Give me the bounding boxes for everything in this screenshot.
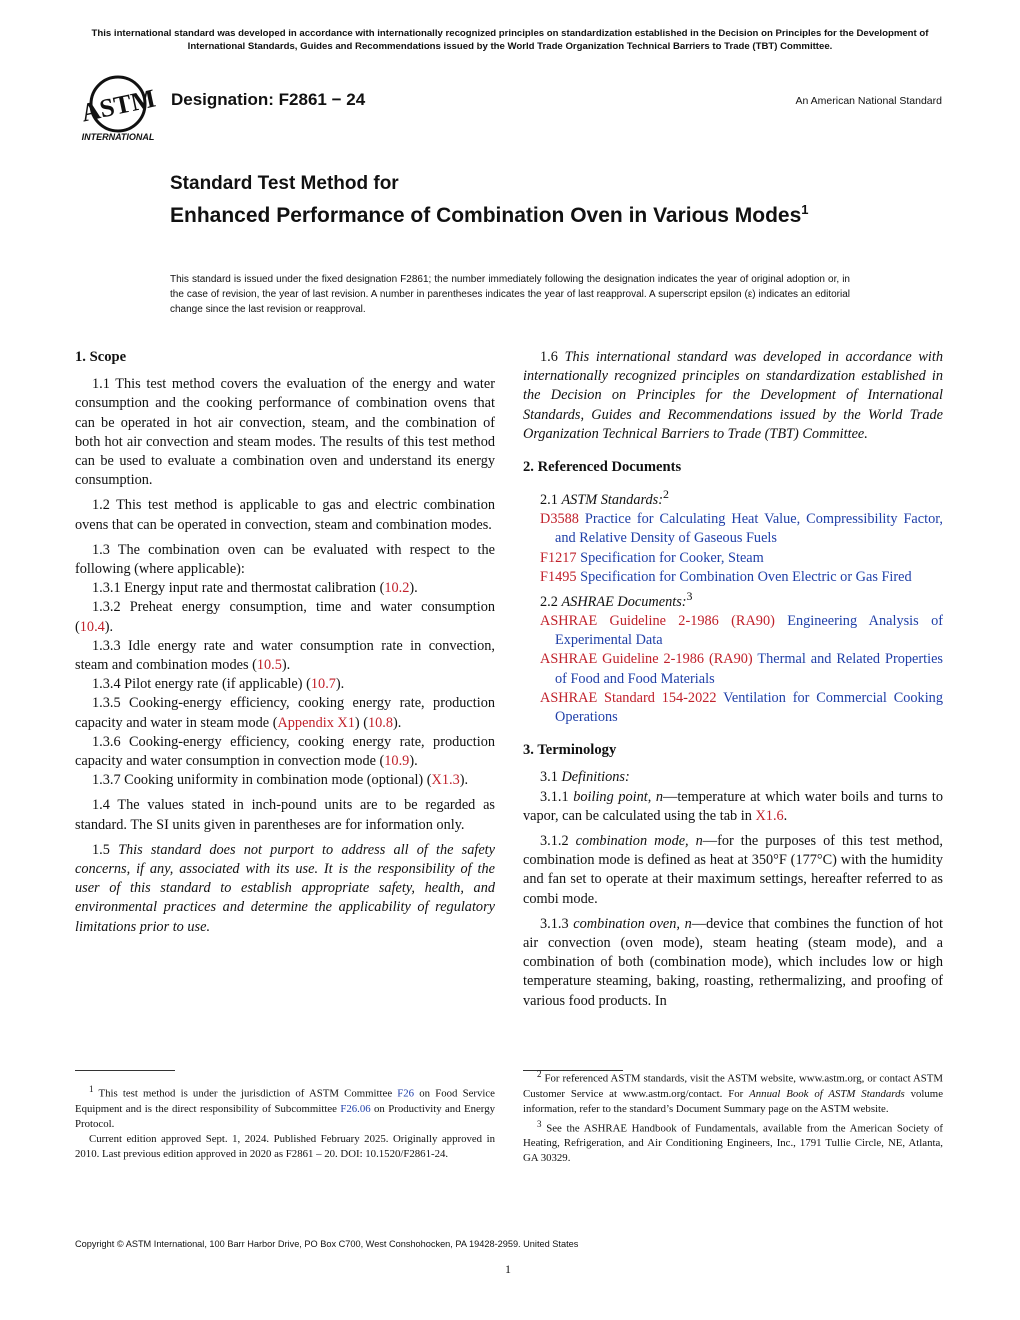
para-1-5: 1.5 This standard does not purport to address all of the safety concerns, if any, associated with its use. It is the responsibility of the user of this standard to establish appropriate safety, health, and environmental practices and determine the applicability of regulatory limitations prior to use. xyxy=(75,841,495,935)
para-1-1: 1.1 This test method covers the evaluation of the energy and water consumption and the cooking performance of combination ovens that can be operated in hot air convection, steam, and the combination of both hot air convection and steam modes. The results of this test method can be used to evaluate a combination oven and understand its energy consumption. xyxy=(75,376,495,489)
ref-ashrae-3[interactable]: ASHRAE Standard 154-2022 Ventilation for Commercial Cooking Operations xyxy=(540,689,943,725)
para-1-2: 1.2 This test method is applicable to gas and electric combination ovens that can be operated in convection, steam and combination modes. xyxy=(75,497,495,533)
ref-d3588[interactable]: D3588 Practice for Calculating Heat Value, Compressibility Factor, and Relative Density of Gaseous Fuels xyxy=(540,511,943,547)
title-footnote-mark: 1 xyxy=(801,202,809,217)
ref-ashrae-1[interactable]: ASHRAE Guideline 2-1986 (RA90) Engineering Analysis of Experimental Data xyxy=(540,612,943,649)
link-appendix-x1[interactable]: Appendix X1 xyxy=(277,714,355,731)
item-1-3-3: 1.3.3 Idle energy rate and water consumption rate in convection, steam and combination modes (10.5). xyxy=(75,637,495,674)
ref-f1217[interactable]: F1217 Specification for Cooker, Steam xyxy=(540,549,764,566)
section-terminology-heading: 3. Terminology xyxy=(523,742,617,759)
footnote-3: $^3$ See the ASHRAE Handbook of Fundamentals, available from the American Society of Heating, Refrigeration, and Air Conditioning Engineers, Inc., 1791 Tullie Circle, NE, Atlanta, GA 30329. xyxy=(523,1118,943,1165)
national-standard-label: An American National Standard xyxy=(795,95,942,107)
link-x1-3[interactable]: X1.3 xyxy=(431,772,460,789)
section-scope-heading: 1. Scope xyxy=(75,349,127,365)
para-1-3: 1.3 The combination oven can be evaluated with respect to the following (where applicable): xyxy=(75,541,495,578)
item-1-3-2: 1.3.2 Preheat energy consumption, time and water consumption (10.4). xyxy=(75,599,495,635)
footnotes-right xyxy=(523,1067,943,1166)
item-1-3-6: 1.3.6 Cooking-energy efficiency, cooking energy rate, production capacity and water consumption in convection mode (10.9). xyxy=(75,733,495,770)
item-1-3-1: 1.3.1 Energy input rate and thermostat calibration (10.2). xyxy=(92,580,418,597)
section-refdocs-heading: 2. Referenced Documents xyxy=(523,459,682,476)
footnotes-left xyxy=(75,1082,495,1162)
designation: Designation: F2861 − 24 xyxy=(171,90,366,109)
link-10-4[interactable]: 10.4 xyxy=(79,618,105,635)
term-3-1-1: 3.1.1 boiling point, n—temperature at which water boils and turns to vapor, can be calculated using the tab in X1.6. xyxy=(523,788,943,824)
link-10-5[interactable]: 10.5 xyxy=(256,657,282,674)
link-10-7[interactable]: 10.7 xyxy=(310,676,336,693)
title-line-1: Standard Test Method for xyxy=(170,173,399,194)
link-f26-06[interactable]: F26.06 xyxy=(340,1102,371,1115)
astm-logo xyxy=(74,74,162,146)
link-10-2[interactable]: 10.2 xyxy=(384,580,410,597)
tbt-notice: This international standard was developed in accordance with internationally recognized principles on standardization established in the Decision on Principles for the Development of International Standards, Guides and Recommendations issued by the World Trade Organization Technical Barriers to Trade (TBT) Committee. xyxy=(91,28,929,52)
right-column xyxy=(523,348,943,1011)
astm-logo-mark: ASTM xyxy=(78,83,159,128)
left-column xyxy=(75,348,495,937)
para-1-6: 1.6 This international standard was developed in accordance with internationally recognized principles on standardization established in the Decision on Principles for the Development of International Standards, Guides and Recommendations issued by the World Trade Organization Technical Barriers to Trade (TBT) Committee. xyxy=(523,349,944,442)
link-x1-6[interactable]: X1.6 xyxy=(755,807,784,824)
term-3-1-2: 3.1.2 combination mode, n—for the purposes of this test method, combination mode is defined as heat at 350°F (177°C) with the humidity and fan set to operate at their maximum settings, hereafter referred to as combi mode. xyxy=(523,833,943,907)
ref-f1495[interactable]: F1495 Specification for Combination Oven Electric or Gas Fired xyxy=(540,568,912,585)
definitions-label: 3.1 Definitions: xyxy=(540,769,630,786)
footnote-rule-left xyxy=(75,1070,175,1071)
link-10-9[interactable]: 10.9 xyxy=(384,753,410,770)
page-number: 1 xyxy=(505,1262,511,1276)
issuance-note: This standard is issued under the fixed designation F2861; the number immediately following the designation indicates the year of original adoption or, in the case of revision, the year of last revision. A number in parentheses indicates the year of last reapproval. A superscript epsilon (ε) indicates an editorial change since the last revision or reapproval. xyxy=(170,274,850,315)
footnote-1: $^1$ This test method is under the jurisdiction of ASTM Committee F26 on Food Service Equipment and is the direct responsibility of Subcommittee F26.06 on Productivity and Energy Protocol. xyxy=(75,1084,495,1130)
title-line-2 xyxy=(170,197,870,228)
copyright: Copyright © ASTM International, 100 Barr Harbor Drive, PO Box C700, West Conshohocken, PA 19428-2959. United States xyxy=(75,1239,579,1249)
link-10-8[interactable]: 10.8 xyxy=(368,714,394,731)
ref-ashrae-2[interactable]: ASHRAE Guideline 2-1986 (RA90) Thermal and Related Properties of Food and Food Materials xyxy=(540,651,943,687)
item-1-3-4: 1.3.4 Pilot energy rate (if applicable) (10.7). xyxy=(92,676,345,693)
footnote-2: $^2$ For referenced ASTM standards, visit the ASTM website, www.astm.org, or contact ASTM Customer Service at www.astm.org/contact. For Annual Book of ASTM Standards volume information, refer to the standard’s Document Summary page on the ASTM website. xyxy=(523,1069,943,1115)
term-3-1-3: 3.1.3 combination oven, n—device that combines the function of hot air convection (oven mode), steam heating (steam mode), and a combination of both (combination mode), which includes low or high temperature steaming, baking, roasting, rethermalizing, and proofing of various food products. In xyxy=(523,915,944,1009)
item-1-3-7: 1.3.7 Cooking uniformity in combination mode (optional) (X1.3). xyxy=(92,772,469,789)
title-main: Enhanced Performance of Combination Oven in Various Modes xyxy=(170,204,802,227)
footnote-1-edition: Current edition approved Sept. 1, 2024. Published February 2025. Originally approved in 2010. Last previous edition approved in 2020 as F2861 – 20. DOI: 10.1520/F2861-24. xyxy=(75,1132,495,1160)
item-1-3-5: 1.3.5 Cooking-energy efficiency, cooking energy rate, production capacity and water in steam mode (Appendix X1) (10.8). xyxy=(75,695,495,731)
astm-standards-label: 2.1 ASTM Standards:$^2$ xyxy=(540,487,669,508)
link-f26[interactable]: F26 xyxy=(397,1087,415,1100)
astm-logo-label: INTERNATIONAL xyxy=(81,132,155,142)
para-1-4: 1.4 The values stated in inch-pound units are to be regarded as standard. The SI units given in parentheses are for information only. xyxy=(75,797,495,833)
ashrae-documents-label: 2.2 ASHRAE Documents:$^3$ xyxy=(540,589,693,610)
